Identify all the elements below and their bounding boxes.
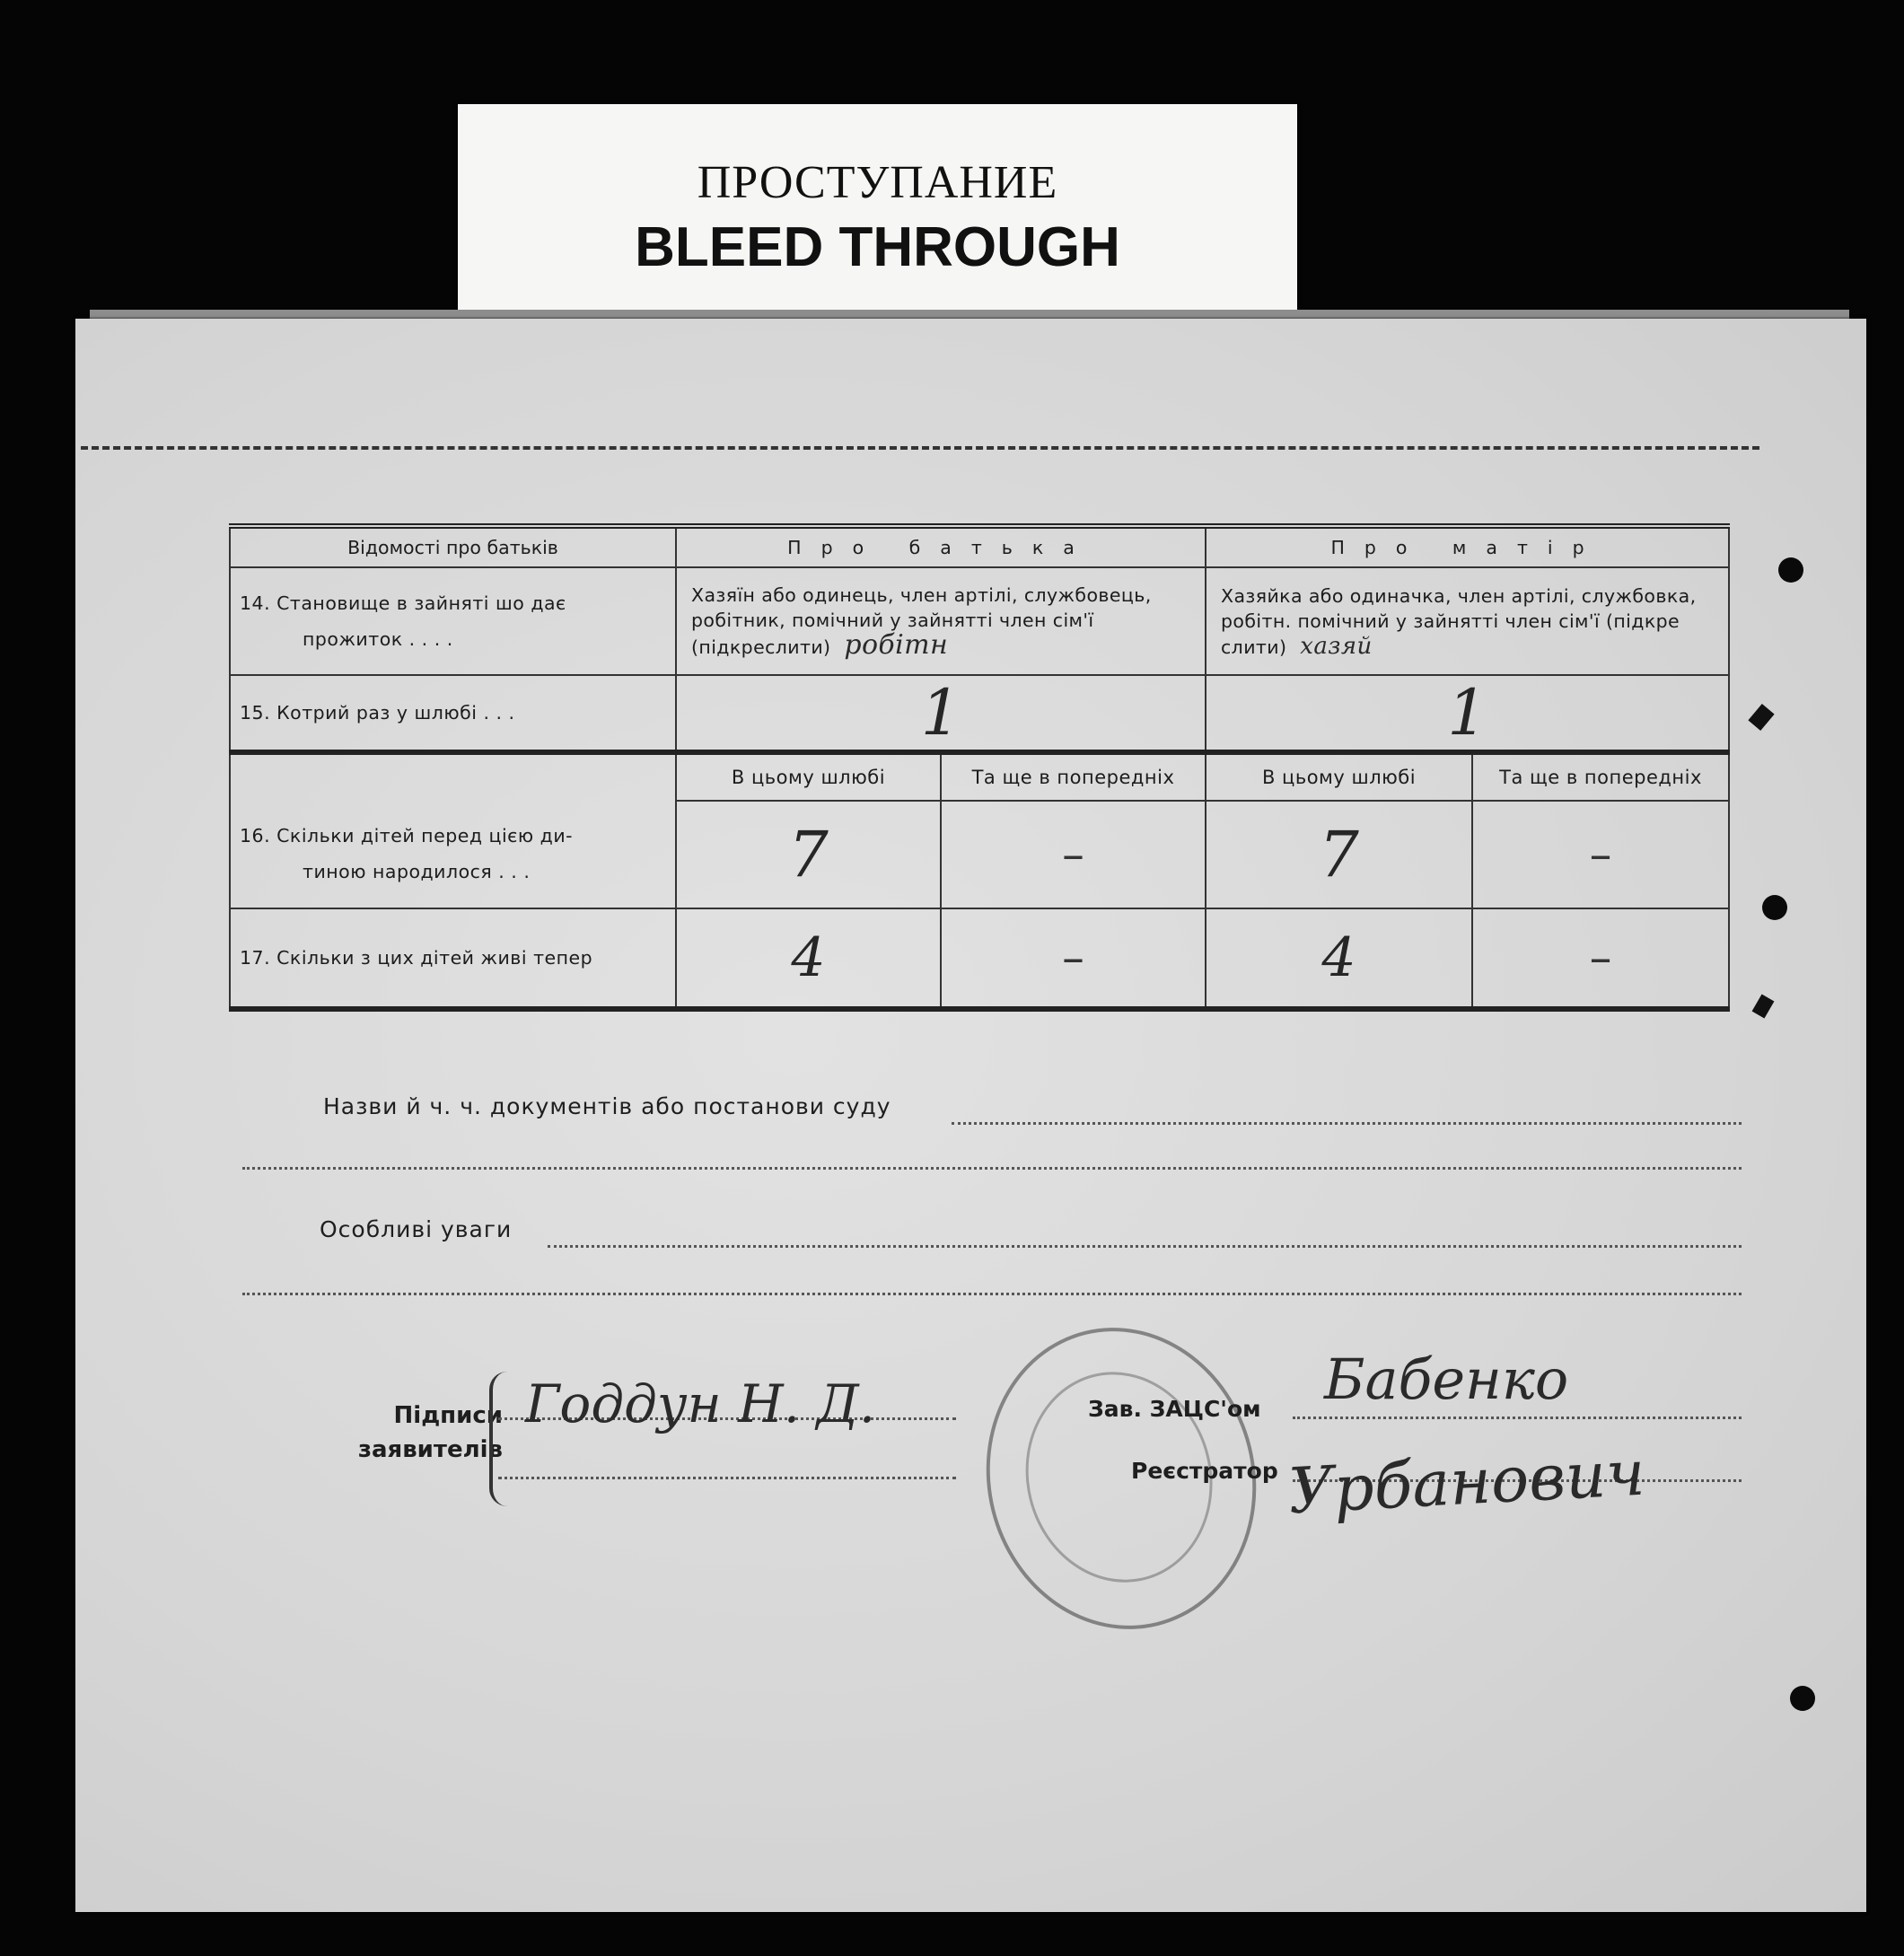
row16-label bbox=[230, 752, 676, 908]
head-zags-label: Зав. ЗАЦС'ом bbox=[1088, 1396, 1261, 1422]
remarks-fill-line-2 bbox=[242, 1293, 1742, 1295]
row17-mother-this: 4 bbox=[1206, 908, 1472, 1009]
applicants-label-line1: Підписи bbox=[393, 1402, 503, 1429]
applicants-brace bbox=[489, 1372, 513, 1506]
row14-father-handwritten: робітн bbox=[844, 629, 949, 661]
applicants-label bbox=[305, 1399, 503, 1467]
row14-mother-options: Хазяйка або одиначка, член артілі, службовка, робітн. помічний у зайнятті член сім'ї (підкре слити) bbox=[1221, 584, 1697, 658]
row14-father-options: Хазяїн або одинець, член артілі, службовець, робітник, помічний у зайнятті член сім'ї (підкреслити) bbox=[691, 584, 1152, 658]
row16-father-this: 7 bbox=[676, 801, 941, 908]
punch-hole bbox=[1762, 895, 1787, 920]
row15-mother-value: 1 bbox=[1206, 675, 1729, 752]
row16-label-line1: 16. Скільки дітей перед цією ди- bbox=[240, 825, 574, 846]
label-russian: ПРОСТУПАНИЕ bbox=[697, 157, 1058, 208]
row17-father-this: 4 bbox=[676, 908, 941, 1009]
parents-table bbox=[229, 523, 1730, 1012]
bleed-through-label-card bbox=[458, 104, 1297, 320]
perforation-line bbox=[81, 446, 1759, 450]
row14-label-line1: 14. Становище в зайняті шо дає bbox=[240, 592, 566, 614]
row16-father-prev: – bbox=[941, 801, 1206, 908]
subhead-father-previous: Та ще в попередніх bbox=[941, 752, 1206, 801]
head-signature: Бабенко bbox=[1324, 1346, 1569, 1412]
row14-label bbox=[230, 567, 676, 675]
registrar-label: Реєстратор bbox=[1131, 1458, 1278, 1484]
row14-father-cell bbox=[676, 567, 1206, 675]
row14-label-line2: прожиток . . . . bbox=[303, 628, 453, 650]
punch-hole bbox=[1790, 1686, 1815, 1711]
remarks-label: Особливі уваги bbox=[320, 1216, 513, 1242]
header-about-father: Про батька bbox=[676, 526, 1206, 567]
row15-label: 15. Котрий раз у шлюбі . . . bbox=[230, 675, 676, 752]
documents-fill-line bbox=[952, 1122, 1742, 1125]
row16-mother-this: 7 bbox=[1206, 801, 1472, 908]
documents-fill-line-2 bbox=[242, 1167, 1742, 1170]
documents-label: Назви й ч. ч. документів або постанови суду bbox=[323, 1093, 891, 1119]
row14-mother-handwritten: хазяй bbox=[1300, 632, 1373, 660]
applicants-label-line2: заявителів bbox=[357, 1436, 503, 1463]
subhead-father-this-marriage: В цьому шлюбі bbox=[676, 752, 941, 801]
applicant-signature-line-2 bbox=[498, 1477, 956, 1479]
row16-label-line2: тиною народилося . . . bbox=[303, 861, 531, 882]
punch-hole bbox=[1778, 557, 1803, 583]
row17-label: 17. Скільки з цих дітей живі тепер bbox=[230, 908, 676, 1009]
subhead-mother-this-marriage: В цьому шлюбі bbox=[1206, 752, 1472, 801]
row17-father-prev: – bbox=[941, 908, 1206, 1009]
applicant-signature: Годдун Н. Д. bbox=[525, 1373, 876, 1434]
label-english: BLEED THROUGH bbox=[635, 216, 1120, 278]
subhead-mother-previous: Та ще в попередніх bbox=[1472, 752, 1729, 801]
row14-mother-cell bbox=[1206, 567, 1729, 675]
header-about-mother: Про матір bbox=[1206, 526, 1729, 567]
header-parents-info: Відомості про батьків bbox=[230, 526, 676, 567]
remarks-fill-line bbox=[548, 1245, 1742, 1248]
head-signature-line bbox=[1293, 1417, 1742, 1419]
row16-mother-prev: – bbox=[1472, 801, 1729, 908]
row15-father-value: 1 bbox=[676, 675, 1206, 752]
parents-info-form bbox=[229, 523, 1728, 1012]
row17-mother-prev: – bbox=[1472, 908, 1729, 1009]
registrar-signature: Урбанович bbox=[1286, 1435, 1647, 1529]
